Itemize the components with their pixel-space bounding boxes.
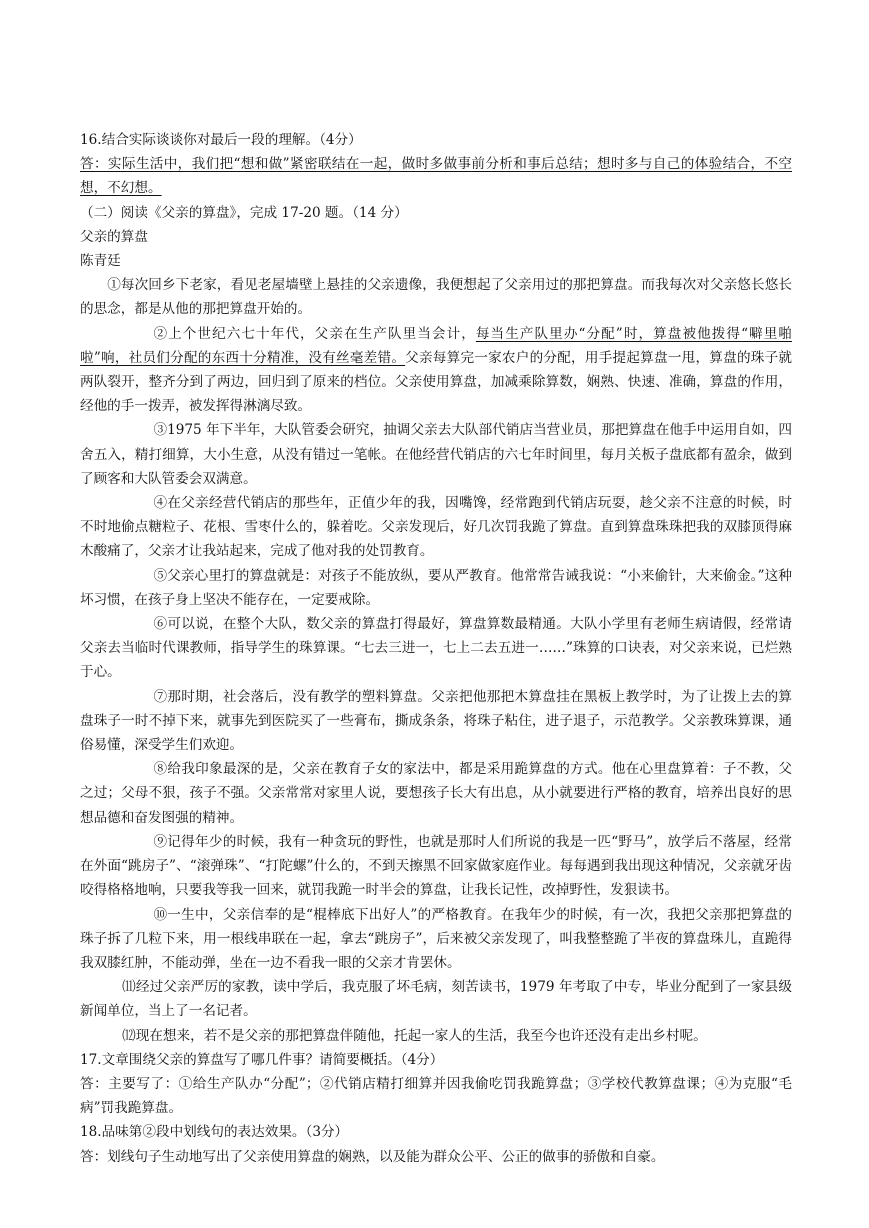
question-16: 16.结合实际谈谈你对最后一段的理解。（4分）: [80, 132, 362, 148]
exam-page: [80, 128, 792, 1169]
paragraph-1: ①每次回乡下老家，看见老屋墙壁上悬挂的父亲遗像，我便想起了父亲用过的那把算盘。而我每次对父亲悠长悠长的思念，都是从他的那把算盘开始的。: [80, 277, 792, 318]
answer-16: 答：实际生活中，我们把“想和做”紧密联结在一起，做时多做事前分析和事后总结；想时多与自己的体验结合，不空想，不幻想。: [80, 156, 792, 197]
paragraph-7: ⑦那时期，社会落后，没有教学的塑料算盘。父亲把他那把木算盘挂在黑板上教学时，为了让拨上去的算盘珠子一时不掉下来，就事先到医院买了一些膏布，撕成条条，将珠子粘住，进子退子，示范教学。父亲教珠算课，通俗易懂，深受学生们欢迎。: [80, 688, 792, 754]
paragraph-2: [80, 322, 792, 419]
section-2-intro: （二）阅读《父亲的算盘》，完成 17-20 题。（14 分）: [80, 204, 408, 221]
paragraph-8: ⑧给我印象最深的是，父亲在教育子女的家法中，都是采用跪算盘的方式。他在心里盘算着：子不教，父之过；父母不狠，孩子不强。父亲常常对家里人说，要想孩子长大有出息，从小就要进行严格的教育，培养出良好的思想品德和奋发图强的精神。: [80, 761, 792, 826]
paragraph-4: ④在父亲经营代销店的那些年，正值少年的我，因嘴馋，经常跑到代销店玩耍，趁父亲不注意的时候，时不时地偷点糖粒子、花根、雪枣什么的，躲着吃。父亲发现后，好几次罚我跪了算盘。直到算盘珠珠把我的双膝顶得麻木酸痛了，父亲才让我站起来，完成了他对我的处罚教育。: [80, 495, 792, 560]
answer-18: 答：划线句子生动地写出了父亲使用算盘的娴熟，以及能为群众公平、公正的做事的骄傲和自豪。: [80, 1148, 665, 1165]
answer-17: 答：主要写了：①给生产队办“分配”；②代销店精打细算并因我偷吃罚我跪算盘；③学校代教算盘课；④为克服“毛病”罚我跪算盘。: [80, 1075, 792, 1117]
paragraph-2-lead: ②上个世纪六七十年代，父亲在生产队里当会计，: [153, 325, 476, 342]
paragraph-2-rest: 父亲每算完一家农户的分配，用手提起算盘一甩，算盘的珠子就两队裂开，整齐分到了两边，回归到了原来的档位。父亲使用算盘，加减乘除算数，娴熟、快速、准确，算盘的作用，经他的手一拨弄，被发挥得淋漓尽致。: [80, 349, 793, 415]
paragraph-2-underlined-sentence: 每当生产队里办“分配”时，算盘被他拨得“噼里啪啦”响，社员们分配的东西十分精准，没有丝毫差错。: [80, 325, 792, 366]
paragraph-5: ⑤父亲心里打的算盘就是：对孩子不能放纵，要从严教育。他常常告诫我说：“小来偷针，大来偷金。”这种坏习惯，在孩子身上坚决不能存在，一定要戒除。: [80, 567, 792, 608]
paragraph-10: ⑩一生中，父亲信奉的是“棍棒底下出好人”的严格教育。在我年少的时候，有一次，我把父亲那把算盘的珠子拆了几粒下来，用一根线串联在一起，拿去“跳房子”，后来被父亲发现了，叫我整整跪了半夜的算盘珠儿，直跪得我双膝红肿，不能动弹，坐在一边不看我一眼的父亲才肯罢休。: [80, 906, 792, 971]
paragraph-9: ⑨记得年少的时候，我有一种贪玩的野性，也就是那时人们所说的我是一匹“野马”，放学后不落屋，经常在外面“跳房子”、“滚弹珠”、“打陀螺”什么的，不到天擦黑不回家做家庭作业。每每遇到我出现这种情况，父亲就牙齿咬得格格地响，只要我等我一回来，就罚我跪一时半会的算盘，让我长记性，改掉野性，发狠读书。: [80, 833, 792, 899]
question-18: 18.品味第②段中划线句的表达效果。（3分）: [80, 1124, 349, 1141]
paragraph-6: ⑥可以说，在整个大队，数父亲的算盘打得最好，算盘算数最精通。大队小学里有老师生病请假，经常请父亲去当临时代课教师，指导学生的珠算课。“七去三进一，七上二去五进一……”珠算的口诀表，对父亲来说，已烂熟于心。: [80, 616, 792, 681]
question-17: 17.文章围绕父亲的算盘写了哪几件事？请简要概括。（4分）: [80, 1051, 444, 1068]
article-author: 陈青廷: [80, 253, 121, 270]
paragraph-12: ⑿现在想来，若不是父亲的那把算盘伴随他，托起一家人的生活，我至今也许还没有走出乡村呢。: [122, 1027, 707, 1044]
paragraph-11: ⑾经过父亲严厉的家教，读中学后，我克服了坏毛病，刻苦读书，1979 年考取了中专，毕业分配到了一家县级新闻单位，当上了一名记者。: [80, 979, 792, 1020]
paragraph-3: ③1975 年下半年，大队管委会研究，抽调父亲去大队部代销店当营业员，那把算盘在他手中运用自如，四舍五入，精打细算，大小生意，从没有错过一笔帐。在他经营代销店的六七年时间里，每月关板子盘底都有盈余，做到了顾客和大队管委会双满意。: [80, 422, 792, 487]
article-title: 父亲的算盘: [80, 228, 148, 245]
